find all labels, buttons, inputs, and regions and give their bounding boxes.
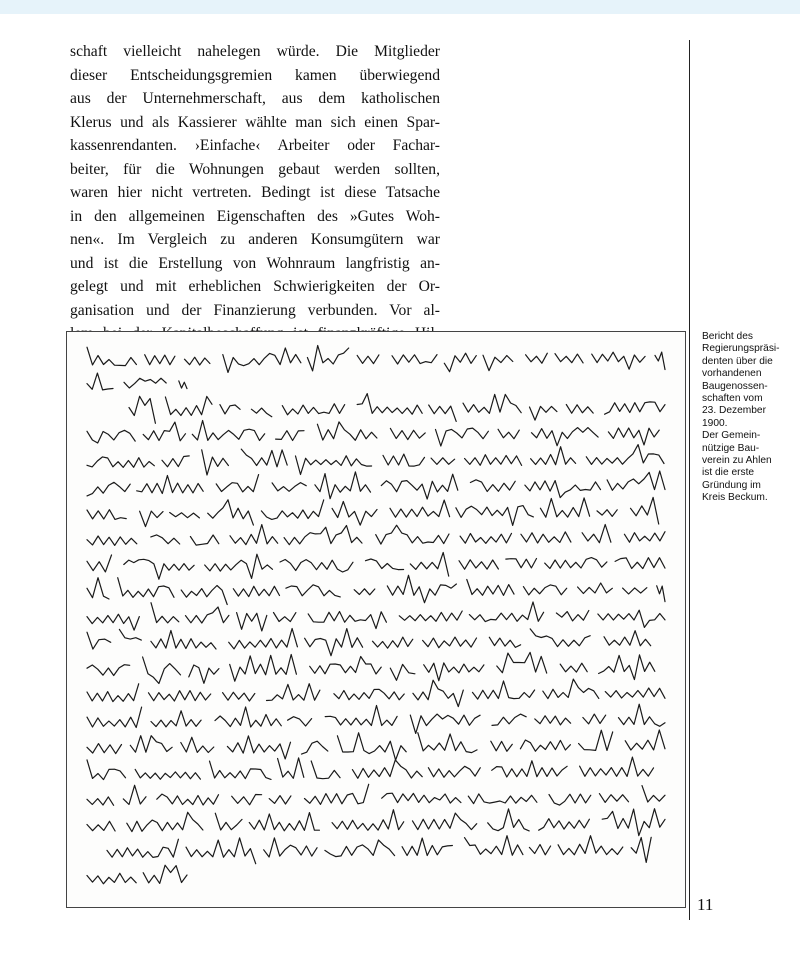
page-number: 11 (697, 895, 714, 914)
handwritten-line (87, 704, 665, 733)
handwritten-line (87, 421, 659, 447)
caption-line: Gründung im (702, 479, 761, 491)
handwritten-line (87, 575, 665, 604)
caption-line: Kreis Beckum. (702, 492, 768, 504)
body-text-line: und ist die Erstellung von Wohnraum langfristig an- (70, 254, 440, 272)
body-text-line: in den allgemeinen Eigenschaften des »Gutes Woh- (70, 207, 440, 225)
body-text-line: schaft vielleicht nahelegen würde. Die Mitglieder (70, 43, 440, 60)
caption-line: verein zu Ahlen (702, 455, 772, 467)
handwritten-line (87, 471, 665, 499)
handwritten-line (87, 497, 659, 526)
figure-caption (702, 331, 798, 505)
caption-line: Regierungspräsi- (702, 343, 780, 355)
caption-line: Bericht des (702, 331, 753, 342)
handwritten-line (87, 730, 665, 760)
handwriting-scan (67, 332, 687, 909)
handwritten-line (87, 346, 665, 373)
caption-line: nützige Bau- (702, 442, 760, 454)
handwritten-line (87, 652, 655, 683)
handwritten-line (87, 784, 665, 805)
handwritten-document-image (66, 331, 686, 908)
handwritten-line (87, 553, 665, 580)
body-text (70, 40, 440, 346)
handwritten-line (87, 602, 665, 631)
top-bar (0, 0, 800, 14)
body-text-line: beiter, für die Wohnungen gebaut werden sollten, (70, 160, 440, 178)
body-text-line: ganisation und der Finanzierung verbunden. Vor al- (70, 301, 440, 319)
handwritten-line (87, 629, 651, 656)
body-text-line: nen«. Im Vergleich zu anderen Konsumgütern war (70, 231, 440, 248)
handwritten-line (87, 445, 664, 475)
handwritten-line (87, 679, 665, 707)
handwritten-line (129, 394, 665, 424)
handwritten-line (87, 525, 665, 546)
body-text-line: Klerus und als Kassierer wählte man sich einen Spar- (70, 113, 440, 131)
handwritten-line (87, 865, 187, 884)
caption-line: Baugenossen- (702, 380, 768, 392)
body-text-line: gelegt und mit erheblichen Schwierigkeiten der Or- (70, 278, 440, 295)
column-rule (689, 40, 690, 920)
body-text-line: aus der Unternehmerschaft, aus dem katholischen (70, 90, 440, 107)
caption-line: schaften vom (702, 393, 763, 405)
handwritten-line (87, 757, 654, 780)
caption-line: Der Gemein- (702, 430, 761, 442)
handwritten-line (107, 836, 651, 864)
caption-line: ist die erste (702, 467, 755, 479)
caption-line: 1900. (702, 417, 728, 429)
handwritten-line (87, 373, 187, 390)
caption-line: vorhandenen (702, 368, 762, 380)
caption-line: denten über die (702, 355, 773, 367)
body-text-line: kassenrendanten. ›Einfache‹ Arbeiter oder Fachar- (70, 137, 440, 154)
body-text-line: waren hier nicht vertreten. Bedingt ist diese Tatsache (70, 184, 440, 201)
caption-line: 23. Dezember (702, 405, 766, 417)
body-text-line: dieser Entscheidungsgremien kamen überwiegend (70, 66, 440, 84)
handwritten-line (87, 809, 665, 836)
